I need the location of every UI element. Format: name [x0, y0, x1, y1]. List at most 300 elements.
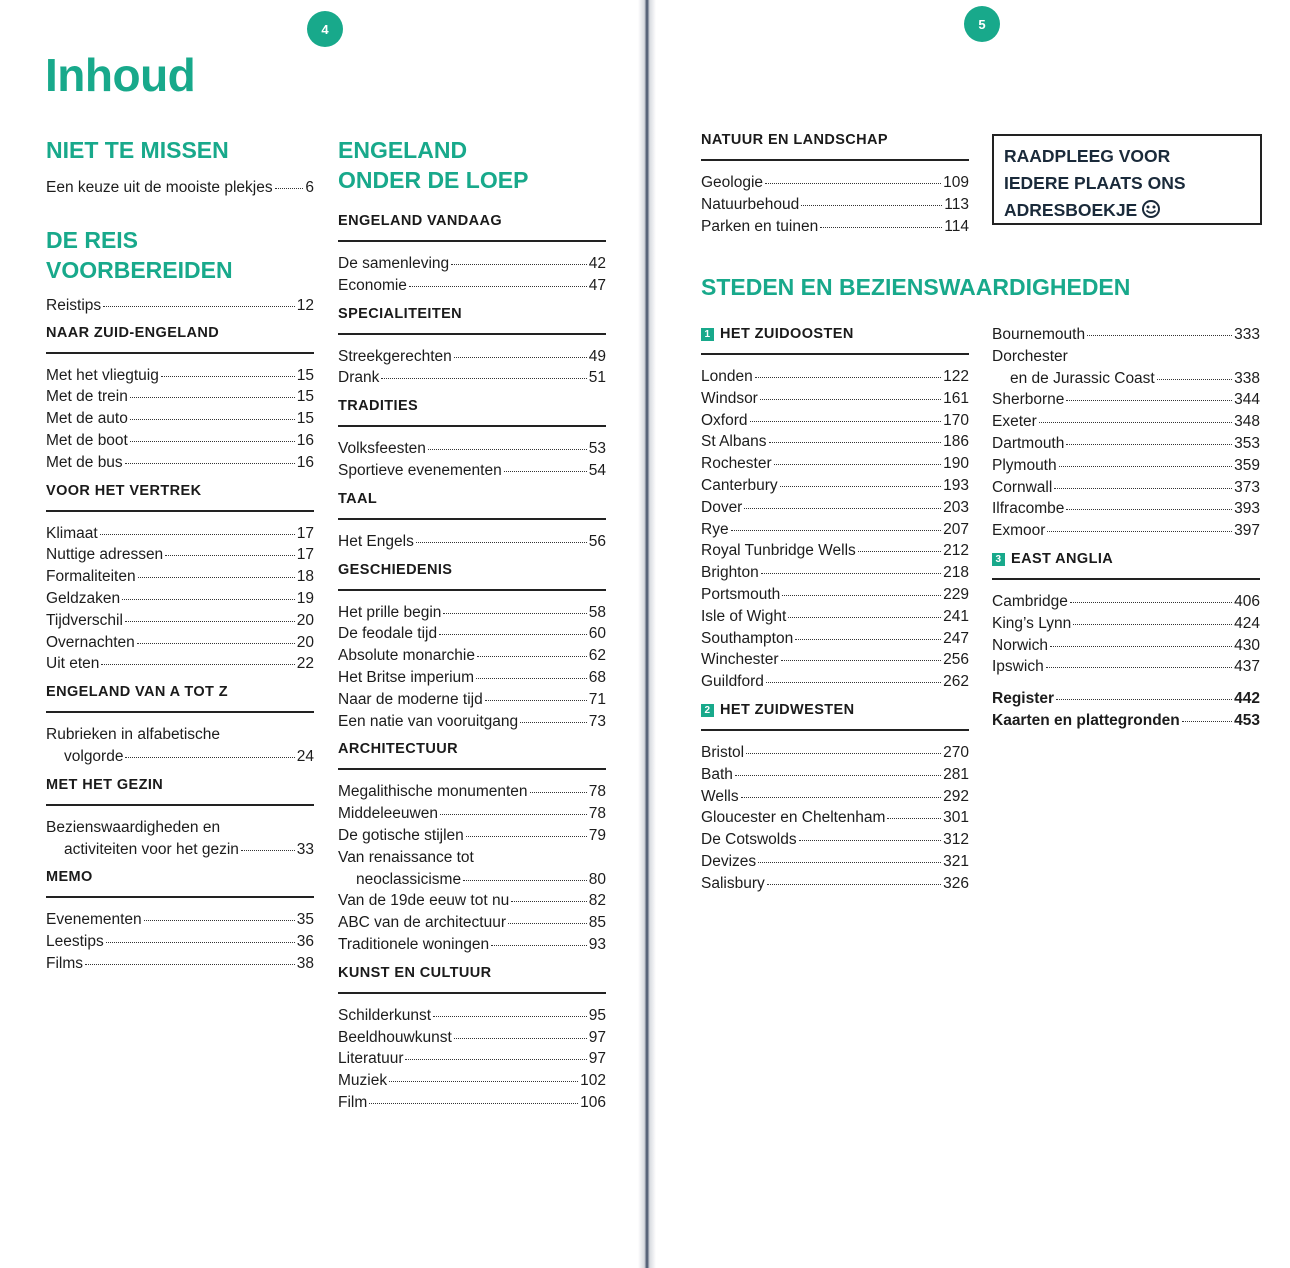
toc-entry-title: Oxford — [701, 411, 748, 429]
toc-entry-title: neoclassicisme — [356, 870, 462, 888]
toc-entry[interactable] — [46, 295, 314, 317]
dot-leader — [1054, 488, 1232, 489]
toc-entry-title: Dartmouth — [992, 434, 1065, 452]
dot-leader — [731, 530, 942, 531]
toc-entry[interactable] — [338, 825, 606, 847]
toc-entry[interactable] — [46, 386, 314, 408]
subheading-architectuur: ARCHITECTUUR — [338, 741, 606, 770]
toc-entry-title: Klimaat — [46, 524, 98, 542]
toc-entry-page: 122 — [943, 368, 969, 385]
dot-leader — [106, 942, 295, 943]
toc-entry-title: Overnachten — [46, 633, 135, 651]
toc-entry[interactable] — [338, 438, 606, 460]
toc-entry-page: 186 — [943, 433, 969, 451]
dot-leader — [735, 775, 941, 776]
dot-leader — [454, 1038, 587, 1039]
dot-leader — [774, 464, 941, 465]
toc-entry-title: Wells — [701, 787, 739, 805]
toc-entry-page: 38 — [296, 954, 314, 972]
toc-entry-page: 170 — [943, 411, 969, 429]
dot-leader — [476, 678, 587, 679]
subheading-label: HET ZUIDWESTEN — [720, 701, 855, 718]
toc-entry[interactable] — [46, 544, 314, 566]
toc-entry-page: 36 — [296, 933, 314, 951]
dot-leader — [439, 634, 587, 635]
dot-leader — [511, 901, 587, 902]
subheading-geschiedenis: GESCHIEDENIS — [338, 562, 606, 591]
toc-entry-title: Middeleeuwen — [338, 805, 438, 823]
dot-leader — [137, 643, 295, 644]
toc-entry-page: 58 — [588, 603, 606, 621]
toc-entry-page: 212 — [943, 542, 969, 560]
toc-entry-page: 16 — [296, 431, 314, 449]
toc-entry[interactable] — [46, 566, 314, 588]
dot-leader — [1182, 721, 1232, 722]
toc-entry[interactable] — [46, 408, 314, 430]
toc-entry-title: Isle of Wight — [701, 607, 787, 625]
section-heading-niet-te-missen: NIET TE MISSEN — [46, 137, 229, 163]
toc-entry[interactable] — [701, 216, 969, 238]
dot-leader — [409, 286, 587, 287]
dot-leader — [130, 397, 295, 398]
toc-entry-title: Reistips — [46, 296, 102, 314]
dot-leader — [858, 551, 941, 552]
toc-entry[interactable] — [992, 656, 1260, 678]
toc-column-1 — [46, 135, 314, 975]
toc-entry[interactable] — [701, 519, 969, 541]
toc-entry-title: Dover — [701, 498, 743, 516]
toc-entry[interactable] — [992, 520, 1260, 542]
toc-entry[interactable] — [338, 253, 606, 275]
toc-entry-page: 102 — [580, 1072, 606, 1090]
smiley-face-icon — [1141, 199, 1161, 227]
dot-leader — [144, 920, 295, 921]
toc-entry-page: 109 — [943, 174, 969, 191]
dot-leader — [766, 682, 941, 683]
subheading-specialiteiten: SPECIALITEITEN — [338, 306, 606, 335]
dot-leader — [103, 306, 295, 307]
dot-leader — [758, 862, 941, 863]
toc-entry-page: 256 — [943, 651, 969, 669]
dot-leader — [769, 442, 942, 443]
toc-entry[interactable] — [992, 591, 1260, 613]
subheading-memo: MEMO — [46, 869, 314, 898]
dot-leader — [1066, 509, 1232, 510]
toc-entry[interactable] — [338, 367, 606, 389]
toc-entry[interactable] — [46, 746, 314, 768]
section-heading-de-reis-line2: VOORBEREIDEN — [46, 256, 233, 283]
toc-entry[interactable] — [338, 1048, 606, 1070]
toc-entry-title: Rochester — [701, 455, 772, 473]
toc-entry-page: 68 — [588, 668, 606, 686]
toc-entry-title: Literatuur — [338, 1050, 404, 1068]
toc-entry-title: Met de bus — [46, 453, 123, 471]
toc-entry-title: Absolute monarchie — [338, 647, 475, 665]
toc-entry-title: Het Britse imperium — [338, 668, 475, 686]
toc-entry-page: 82 — [588, 892, 606, 910]
dot-leader — [887, 818, 941, 819]
toc-entry[interactable] — [701, 410, 969, 432]
toc-entry[interactable] — [46, 588, 314, 610]
toc-entry-page: 326 — [943, 874, 969, 892]
toc-entry[interactable] — [338, 934, 606, 956]
toc-entry-title: Canterbury — [701, 476, 778, 494]
toc-entry[interactable] — [992, 455, 1260, 477]
toc-entry-page: 373 — [1234, 478, 1260, 496]
toc-entry[interactable] — [701, 829, 969, 851]
dot-leader — [1056, 699, 1232, 700]
toc-entry-page: 12 — [296, 296, 314, 314]
toc-entry-page: 338 — [1234, 369, 1260, 387]
dot-leader — [780, 486, 941, 487]
toc-entry[interactable] — [701, 388, 969, 410]
toc-entry-title: Sportieve evenementen — [338, 461, 502, 479]
dot-leader — [799, 840, 942, 841]
toc-entry[interactable] — [338, 623, 606, 645]
subheading-taal: TAAL — [338, 491, 606, 520]
notice-line: RAADPLEEG VOOR — [1004, 146, 1171, 166]
toc-entry[interactable] — [992, 498, 1260, 520]
toc-entry-page: 97 — [588, 1050, 606, 1068]
toc-entry[interactable] — [701, 649, 969, 671]
subheading-het-zuidwesten — [701, 702, 969, 731]
toc-entry[interactable] — [338, 869, 606, 891]
region-number-badge: 3 — [992, 553, 1005, 566]
toc-entry-page: 218 — [943, 564, 969, 582]
subheading-natuur-en-landschap: NATUUR EN LANDSCHAP — [701, 132, 969, 161]
dot-leader — [1066, 400, 1232, 401]
toc-entry[interactable] — [701, 453, 969, 475]
toc-entry[interactable] — [46, 177, 314, 199]
toc-entry[interactable] — [46, 839, 314, 861]
toc-entry[interactable] — [46, 430, 314, 452]
toc-entry-page: 344 — [1234, 391, 1260, 409]
toc-entry[interactable] — [338, 531, 606, 553]
toc-entry[interactable] — [46, 953, 314, 975]
toc-entry-title: Plymouth — [992, 456, 1057, 474]
toc-entry[interactable] — [338, 912, 606, 934]
toc-entry[interactable] — [992, 324, 1260, 346]
toc-entry[interactable] — [701, 562, 969, 584]
dot-leader — [428, 449, 587, 450]
toc-entry-page: 241 — [943, 607, 969, 625]
toc-entry-page: 20 — [296, 611, 314, 629]
dot-leader — [767, 884, 941, 885]
dot-leader — [454, 357, 587, 358]
toc-entry-title: volgorde — [64, 747, 124, 765]
toc-entry[interactable] — [701, 194, 969, 216]
toc-entry-page: 54 — [588, 461, 606, 479]
toc-entry-title: Films — [46, 954, 84, 972]
dot-leader — [130, 419, 295, 420]
toc-entry-title: Naar de moderne tijd — [338, 690, 483, 708]
toc-entry-title: Van de 19de eeuw tot nu — [338, 892, 510, 910]
toc-entry-page: 190 — [943, 455, 969, 473]
dot-leader — [1039, 422, 1232, 423]
dot-leader — [820, 227, 942, 228]
dot-leader — [241, 850, 295, 851]
toc-entry-page: 15 — [296, 366, 314, 384]
dot-leader — [781, 660, 942, 661]
toc-column-3 — [701, 326, 969, 895]
toc-entry-page: 229 — [943, 585, 969, 603]
toc-entry[interactable] — [701, 764, 969, 786]
dot-leader — [755, 377, 941, 378]
toc-entry-page: 207 — [943, 520, 969, 538]
dot-leader — [741, 797, 942, 798]
toc-entry[interactable] — [338, 711, 606, 733]
toc-entry[interactable] — [701, 497, 969, 519]
dot-leader — [451, 264, 587, 265]
toc-entry-page: 281 — [943, 765, 969, 783]
dot-leader — [1066, 444, 1232, 445]
toc-entry-title: Met de boot — [46, 431, 128, 449]
toc-entry[interactable] — [338, 346, 606, 368]
toc-entry-title: Salisbury — [701, 874, 765, 892]
toc-entry-page: 49 — [588, 347, 606, 365]
dot-leader — [1059, 466, 1233, 467]
dot-leader — [463, 880, 587, 881]
toc-entry-line[interactable]: Rubrieken in alfabetische — [46, 726, 221, 744]
toc-entry-title: Een natie van vooruitgang — [338, 712, 519, 730]
toc-entry-page: 60 — [588, 625, 606, 643]
toc-entry-title: Natuurbehoud — [701, 195, 800, 213]
toc-entry[interactable] — [701, 172, 969, 194]
page-number-badge: 4 — [307, 11, 343, 47]
toc-entry[interactable] — [46, 931, 314, 953]
toc-entry-page: 161 — [943, 389, 969, 407]
toc-entry[interactable] — [701, 807, 969, 829]
region-number-badge: 2 — [701, 704, 714, 717]
toc-entry-title: De samenleving — [338, 255, 450, 272]
toc-entry-page: 78 — [588, 783, 606, 801]
section-heading-steden: STEDEN EN BEZIENSWAARDIGHEDEN — [701, 274, 1131, 300]
notice-line — [1004, 197, 1260, 227]
toc-entry-page: 47 — [588, 276, 606, 294]
toc-entry-title: Southampton — [701, 629, 794, 647]
toc-entry[interactable] — [992, 411, 1260, 433]
toc-entry-page: 97 — [588, 1028, 606, 1046]
toc-entry-page: 114 — [944, 217, 969, 235]
toc-entry-title: Drank — [338, 369, 380, 387]
toc-entry-title: Tijdverschil — [46, 611, 123, 629]
toc-entry-page: 442 — [1234, 690, 1260, 708]
toc-entry[interactable] — [701, 742, 969, 764]
dot-leader — [389, 1081, 578, 1082]
toc-entry-line[interactable]: Dorchester — [992, 347, 1068, 365]
dot-leader — [161, 376, 295, 377]
toc-entry-page: 24 — [296, 747, 314, 765]
dot-leader — [125, 463, 295, 464]
dot-leader — [1087, 335, 1232, 336]
dot-leader — [1050, 646, 1232, 647]
toc-entry-title: Royal Tunbridge Wells — [701, 542, 856, 560]
toc-entry-page: 247 — [943, 629, 969, 647]
toc-entry-title: Winchester — [701, 651, 779, 669]
toc-entry[interactable] — [701, 584, 969, 606]
toc-entry-title: Een keuze uit de mooiste plekjes — [46, 179, 273, 196]
toc-entry-page: 353 — [1234, 434, 1260, 452]
toc-entry[interactable] — [701, 606, 969, 628]
subheading-kunst-en-cultuur: KUNST EN CULTUUR — [338, 965, 606, 994]
toc-entry[interactable] — [992, 635, 1260, 657]
toc-entry-page: 333 — [1234, 326, 1260, 343]
toc-entry-page: 93 — [588, 935, 606, 953]
toc-entry-title: Het prille begin — [338, 603, 442, 621]
toc-entry[interactable] — [46, 653, 314, 675]
toc-entry-title: en de Jurassic Coast — [1010, 369, 1155, 387]
toc-entry-title: Geldzaken — [46, 589, 121, 607]
subheading-engeland-vandaag: ENGELAND VANDAAG — [338, 213, 606, 242]
toc-entry[interactable] — [338, 890, 606, 912]
toc-entry[interactable] — [46, 523, 314, 545]
toc-entry[interactable] — [46, 365, 314, 387]
toc-entry[interactable] — [338, 781, 606, 803]
toc-entry[interactable] — [338, 1092, 606, 1114]
toc-entry[interactable] — [701, 671, 969, 693]
toc-entry[interactable] — [46, 632, 314, 654]
toc-entry-title: Beeldhouwkunst — [338, 1028, 452, 1046]
toc-entry-page: 15 — [296, 388, 314, 406]
toc-entry[interactable] — [46, 452, 314, 474]
toc-entry[interactable] — [992, 433, 1260, 455]
toc-entry-page: 33 — [296, 840, 314, 858]
region-number-badge: 1 — [701, 328, 714, 341]
toc-entry[interactable] — [701, 628, 969, 650]
toc-entry-page: 106 — [580, 1093, 606, 1111]
toc-entry[interactable] — [338, 689, 606, 711]
toc-entry-page: 359 — [1234, 456, 1260, 474]
toc-entry-title: Guildford — [701, 673, 764, 691]
toc-entry-title: Devizes — [701, 852, 757, 870]
dot-leader — [491, 945, 587, 946]
toc-entry-title: Economie — [338, 276, 407, 294]
toc-entry[interactable] — [992, 477, 1260, 499]
toc-entry-title: De Cotswolds — [701, 831, 797, 849]
toc-entry[interactable] — [701, 540, 969, 562]
toc-entry-title: Bristol — [701, 743, 745, 761]
toc-entry-page: 312 — [943, 831, 969, 849]
toc-entry[interactable] — [701, 475, 969, 497]
dot-leader — [440, 814, 587, 815]
subheading-east-anglia — [992, 551, 1260, 580]
toc-entry[interactable] — [338, 1027, 606, 1049]
toc-entry-title: Exeter — [992, 413, 1037, 431]
toc-entry-title: Megalithische monumenten — [338, 783, 528, 801]
toc-entry[interactable] — [338, 803, 606, 825]
toc-entry-page: 301 — [943, 809, 969, 827]
toc-entry-title: De gotische stijlen — [338, 826, 464, 844]
dot-leader — [1046, 667, 1232, 668]
dot-leader — [508, 923, 587, 924]
toc-entry-title: Evenementen — [46, 911, 142, 929]
toc-entry[interactable] — [338, 1070, 606, 1092]
toc-entry-title: Parken en tuinen — [701, 217, 819, 235]
toc-entry-title: Ipswich — [992, 658, 1044, 676]
toc-entry-title: Register — [992, 690, 1055, 708]
toc-entry-title: Het Engels — [338, 532, 414, 550]
dot-leader — [477, 656, 587, 657]
toc-entry-page: 453 — [1234, 711, 1260, 729]
dot-leader — [138, 577, 295, 578]
toc-entry[interactable] — [701, 431, 969, 453]
toc-entry[interactable] — [46, 610, 314, 632]
toc-entry-title: Londen — [701, 368, 753, 385]
book-gutter — [638, 0, 656, 1268]
toc-entry-page: 397 — [1234, 522, 1260, 540]
toc-natuur — [701, 132, 969, 237]
dot-leader — [795, 639, 941, 640]
dot-leader — [130, 441, 295, 442]
toc-entry[interactable] — [46, 909, 314, 931]
toc-entry-page: 348 — [1234, 413, 1260, 431]
toc-entry[interactable] — [992, 613, 1260, 635]
dot-leader — [801, 205, 942, 206]
toc-entry-page: 73 — [588, 712, 606, 730]
toc-entry[interactable] — [701, 851, 969, 873]
toc-entry[interactable] — [338, 275, 606, 297]
toc-entry[interactable] — [701, 873, 969, 895]
toc-entry[interactable] — [701, 366, 969, 388]
toc-entry-title: Bournemouth — [992, 326, 1086, 343]
toc-entry-page: 113 — [944, 195, 969, 213]
dot-leader — [1073, 624, 1232, 625]
subheading-het-zuidoosten — [701, 326, 969, 355]
toc-entry-page: 42 — [588, 255, 606, 272]
section-heading-engeland-line1: ENGELAND — [338, 137, 468, 163]
toc-entry-title: Met de auto — [46, 410, 128, 428]
toc-entry-title: Leestips — [46, 933, 104, 951]
toc-entry[interactable] — [338, 460, 606, 482]
toc-entry-title: De feodale tijd — [338, 625, 438, 643]
toc-entry-page: 193 — [943, 476, 969, 494]
toc-entry-title: Windsor — [701, 389, 758, 407]
toc-entry-line[interactable]: Van renaissance tot — [338, 848, 474, 866]
dot-leader — [1070, 602, 1232, 603]
dot-leader — [744, 508, 941, 509]
dot-leader — [782, 595, 941, 596]
notice-line: IEDERE PLAATS ONS — [1004, 173, 1186, 193]
toc-entry-register[interactable] — [992, 688, 1260, 710]
dot-leader — [485, 700, 587, 701]
toc-column-2 — [338, 135, 606, 1114]
toc-entry-page: 71 — [588, 690, 606, 708]
toc-entry-page: 51 — [588, 369, 606, 387]
dot-leader — [504, 471, 587, 472]
section-heading-engeland-line2: ONDER DE LOEP — [338, 167, 529, 193]
toc-entry-title: Kaarten en plattegronden — [992, 711, 1180, 729]
toc-entry-page: 35 — [296, 911, 314, 929]
toc-entry[interactable] — [338, 645, 606, 667]
toc-entry[interactable] — [701, 786, 969, 808]
toc-entry-title: Exmoor — [992, 522, 1046, 540]
toc-entry-page: 20 — [296, 633, 314, 651]
toc-column-4 — [992, 324, 1260, 732]
toc-entry-line[interactable]: Bezienswaardigheden en — [46, 818, 221, 836]
toc-entry[interactable] — [338, 667, 606, 689]
toc-entry-page: 62 — [588, 647, 606, 665]
toc-entry-title: Met het vliegtuig — [46, 366, 159, 384]
dot-leader — [788, 617, 941, 618]
toc-entry[interactable] — [992, 389, 1260, 411]
toc-entry[interactable] — [992, 368, 1260, 390]
toc-entry[interactable] — [338, 602, 606, 624]
toc-entry-page: 56 — [588, 532, 606, 550]
toc-entry-title: Cornwall — [992, 478, 1053, 496]
dot-leader — [746, 753, 941, 754]
toc-entry-kaarten[interactable] — [992, 710, 1260, 732]
toc-entry[interactable] — [338, 1005, 606, 1027]
